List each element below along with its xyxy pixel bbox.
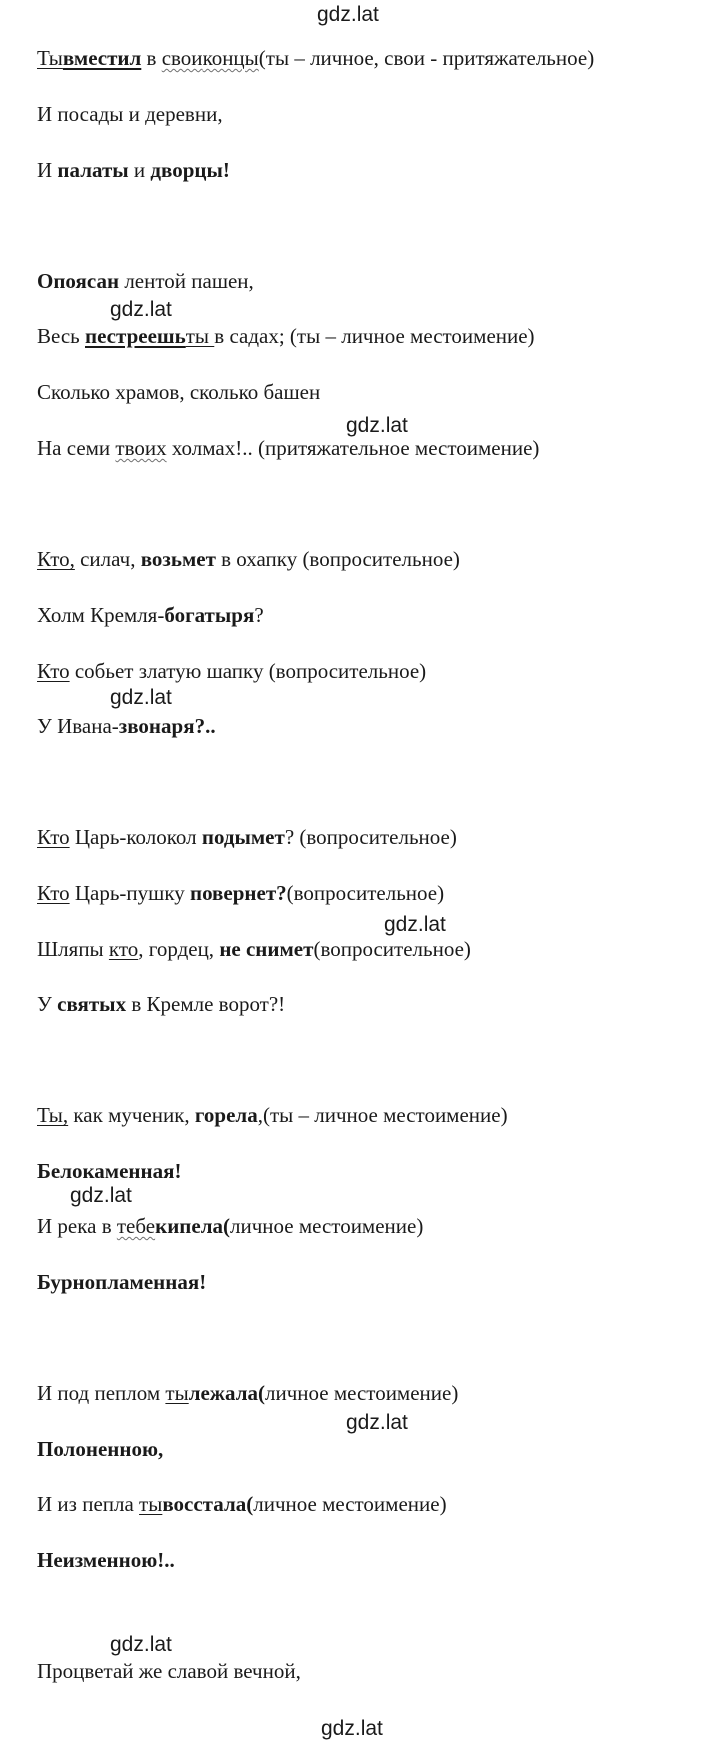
object-wavy: концы [202,46,259,70]
word-bold: богатыря [164,603,255,627]
line-text: Царь-пушку [69,881,190,905]
predicate-bold: горела [194,1103,258,1127]
poem-line [37,323,535,349]
line-text: лентой пашен, [119,269,254,293]
pronoun-underlined: Кто [37,881,70,905]
grammar-note: в садах; (ты – личное местоимение) [214,324,535,348]
paren-bold: ( [246,1492,254,1516]
poem-line: Неизменною!.. [37,1548,175,1572]
predicate-bold: восстала [162,1492,247,1516]
watermark: gdz.lat [346,1411,408,1434]
grammar-note: собьет златую шапку (вопросительное) [69,659,427,683]
watermark: gdz.lat [321,1717,383,1740]
line-text: в [141,46,162,70]
poem-line [37,157,230,183]
predicate-bold: вместил [62,46,142,70]
watermark: gdz.lat [110,1633,172,1656]
predicate-bold: лежала [188,1381,258,1405]
line-text: силач, [74,547,141,571]
poem-line [37,1380,458,1406]
grammar-note: ? (вопросительное) [284,825,457,849]
pronoun-underlined: Ты, [37,1103,69,1127]
predicate-bold: повернет? [189,881,287,905]
poem-line [37,45,594,71]
predicate-bold: кипела [155,1214,223,1238]
watermark: gdz.lat [70,1184,132,1207]
line-text: У [37,992,58,1016]
predicate-bold: пестреешь [85,324,186,348]
grammar-note: личное местоимение) [253,1492,447,1516]
poem-line [37,880,444,906]
word-bold: святых [57,992,127,1016]
pronoun-underlined: Ты [37,46,63,70]
poem-line [37,1491,447,1517]
poem-line [37,546,460,572]
pronoun-underlined: ты [185,324,215,348]
subject-bold: дворцы! [150,158,230,182]
line-text: Холм Кремля- [37,603,165,627]
grammar-note: личное местоимение) [230,1214,424,1238]
paren-bold: ( [258,1381,265,1405]
watermark: gdz.lat [110,298,172,321]
pronoun-wavy: свои [161,46,203,70]
grammar-note: (вопросительное) [313,937,471,961]
pronoun-underlined: ты [165,1381,189,1405]
poem-line [37,658,426,684]
poem-line [37,435,539,461]
pronoun-underlined: Кто [37,825,70,849]
pronoun-wavy: твоих [115,436,167,460]
pronoun-underlined: Кто [37,659,70,683]
word-bold: звонаря?.. [118,714,216,738]
predicate-bold: не снимет [219,937,314,961]
watermark: gdz.lat [317,3,379,26]
poem-line: Белокаменная! [37,1159,182,1183]
line-text: как мученик, [68,1103,195,1127]
grammar-note: личное местоимение) [265,1381,459,1405]
subject-bold: палаты [57,158,129,182]
poem-line: Процветай же славой вечной, [37,1659,301,1683]
grammar-note: ,(ты – личное местоимение) [257,1103,508,1127]
poem-line: Сколько храмов, сколько башен [37,380,321,404]
grammar-note: холмах!.. (притяжательное местоимение) [166,436,540,460]
poem-line [37,824,457,850]
watermark: gdz.lat [110,686,172,709]
predicate-bold: подымет [201,825,285,849]
pronoun-underlined: ты [139,1492,163,1516]
poem-line: И посады и деревни, [37,102,223,126]
grammar-note: в охапку (вопросительное) [215,547,460,571]
line-text: У Ивана- [37,714,119,738]
pronoun-underlined: кто [108,937,139,961]
poem-line: Полоненною, [37,1437,164,1461]
line-text: Весь [37,324,85,348]
poem-line [37,1213,423,1239]
line-text: И из пепла [37,1492,140,1516]
grammar-note: (вопросительное) [286,881,445,905]
watermark: gdz.lat [384,913,446,936]
poem-line [37,268,254,294]
poem-line [37,936,471,962]
poem-line [37,713,216,739]
poem-line [37,602,264,628]
predicate-bold: Опоясан [37,269,120,293]
line-text: И река в [37,1214,117,1238]
line-text: Царь-колокол [69,825,202,849]
predicate-bold: возьмет [140,547,216,571]
line-text: Шляпы [37,937,109,961]
pronoun-underlined: Кто, [37,547,75,571]
grammar-note: (ты – личное, свои - притяжательное) [258,46,595,70]
paren-bold: ( [223,1214,230,1238]
line-text: На семи [37,436,116,460]
poem-line [37,1102,508,1128]
poem-line: Бурнопламенная! [37,1270,207,1294]
line-text: и [128,158,151,182]
line-text: ? [254,603,264,627]
line-text: И под пеплом [37,1381,166,1405]
pronoun-wavy: тебе [116,1214,156,1238]
line-text: И [37,158,58,182]
watermark: gdz.lat [346,414,408,437]
poem-line [37,991,285,1017]
line-text: в Кремле ворот?! [126,992,286,1016]
line-text: , гордец, [138,937,220,961]
